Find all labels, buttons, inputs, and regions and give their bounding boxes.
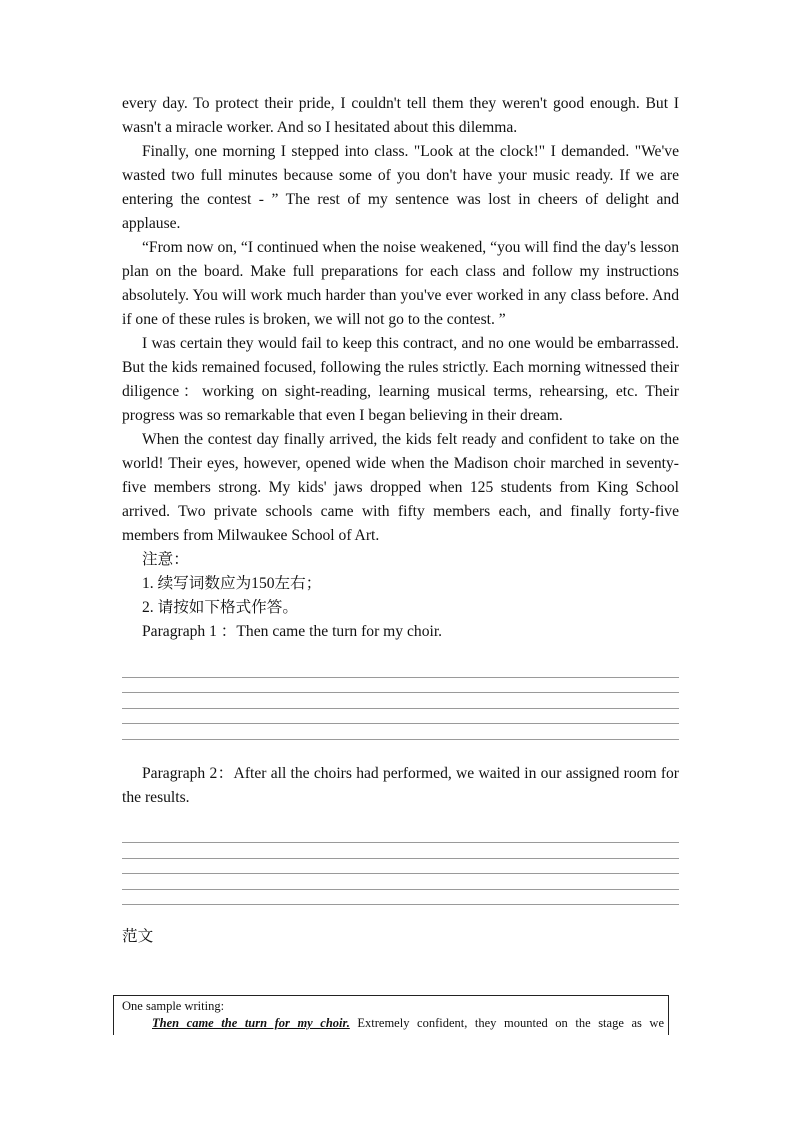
notes-item-1: 1. 续写词数应为150左右； [142, 575, 322, 592]
sample-lead-sentence: Then came the turn for my choir. [152, 1016, 350, 1030]
notes-item-2: 2. 请按如下格式作答。 [142, 599, 298, 616]
notes-heading: 注意： [142, 551, 189, 568]
story-paragraph-1: Finally, one morning I stepped into class. "Look at the clock!" I demanded. "We've wasted two full minutes because some of you don't have your music ready. If we are entering the contest - ” The rest of my sentence was lost in cheers of delight and applause. [122, 143, 679, 232]
answer-line[interactable] [122, 859, 679, 875]
paragraph-2-prompt: Paragraph 2：After all the choirs had performed, we waited in our assigned room for the results. [122, 764, 679, 806]
answer-line[interactable] [122, 890, 679, 906]
answer-line[interactable] [122, 662, 679, 678]
sample-writing-box [113, 995, 669, 1035]
answer-line[interactable] [122, 678, 679, 694]
story-paragraph-3: I was certain they would fail to keep this contract, and no one would be embarrassed. But the kids remained focused, following the rules strictly. Each morning witnessed their diligence：working on sight-reading, learning musical terms, rehearsing, etc. Their progress was so remarkable that even I began believing in their dream. [122, 335, 679, 424]
story-paragraph-4: When the contest day finally arrived, the kids felt ready and confident to take on the world! Their eyes, however, opened wide when the Madison choir marched in seventy-five members strong. My kids' jaws dropped when 125 students from King School arrived. Two private schools came with fifty members each, and finally forty-five members from Milwaukee School of Art. [122, 431, 679, 544]
answer-line[interactable] [122, 724, 679, 740]
notes-section [122, 548, 679, 620]
story-paragraph-0: every day. To protect their pride, I couldn't tell them they weren't good enough. But I wasn't a miracle worker. And so I hesitated about this dilemma. [122, 95, 679, 136]
worksheet-page [122, 92, 679, 949]
story-paragraph-2: “From now on, “I continued when the noise weakened, “you will find the day's lesson plan on the board. Make full preparations for each class and follow my instructions absolutely. You will work much harder than you've ever worked in any class before. And if one of these rules is broken, we will not go to the contest. ” [122, 239, 679, 328]
sample-label: One sample writing: [122, 999, 225, 1013]
sample-heading: 范文 [122, 928, 154, 945]
sample-text: Extremely confident, they mounted on the stage as we [349, 1016, 664, 1030]
answer-line[interactable] [122, 693, 679, 709]
sample-first-line [122, 1015, 664, 1032]
answer-lines-2[interactable] [122, 828, 679, 906]
paragraph-1-prompt: Paragraph 1 ：Then came the turn for my choir. [142, 623, 443, 640]
answer-line[interactable] [122, 874, 679, 890]
answer-line[interactable] [122, 843, 679, 859]
answer-lines-1[interactable] [122, 662, 679, 740]
answer-line[interactable] [122, 828, 679, 844]
answer-line[interactable] [122, 709, 679, 725]
